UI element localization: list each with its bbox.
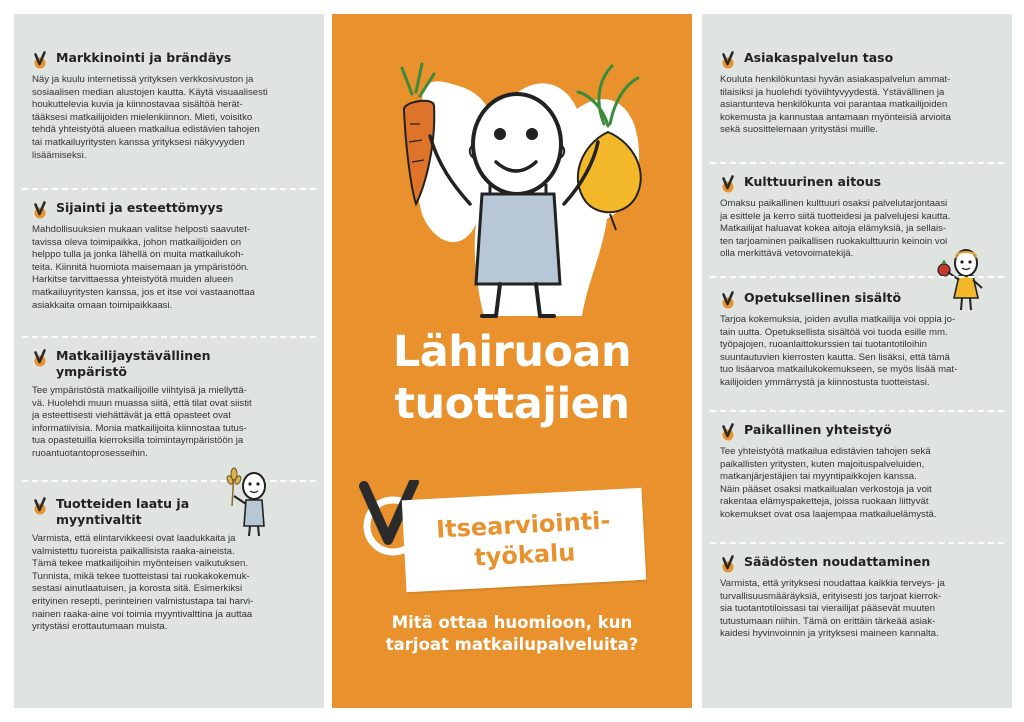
check-badge-icon bbox=[720, 291, 736, 309]
section-body: Tarjoa kokemuksia, joiden avulla matkailija voi oppia jo- tain uutta. Opetuksellista sisältöä voi tuoda esille mm. työpajojen, ruoanlaittokurssien tai tuotantotiloihin suuntautuvien kierrosten kautta. Sen lisäksi, että tämä tuo lisäarvoa matkailukokemukseen, se myös lisää mat- kailijoiden ymmärrystä ja kiinnostusta tuotteistasi. bbox=[720, 314, 958, 388]
check-badge-icon bbox=[720, 423, 736, 441]
section-body: Näy ja kuulu internetissä yrityksen verkkosivuston ja sosiaalisen median alustojen kautta. Käytä visuaalisesti houkuttelevia kuvia ja kiinnostavaa sisältöä herät- tääksesi matkailijoiden mielenkiinnon. Mieti, voisitko tehdä yhteistyötä alueen matkailua edistävien tahojen tai matkailuyritysten kanssa yrityksesi näkyvyyden lisäämiseksi. bbox=[32, 74, 268, 161]
section-title: Kulttuurinen aitous bbox=[744, 174, 882, 189]
section-divider bbox=[22, 188, 316, 190]
farmer-with-carrot-and-onion-icon bbox=[372, 54, 662, 324]
section-body: Kouluta henkilökuntasi hyvän asiakaspalvelun ammat- tilaisiksi ja huolehdi työviihtyvyydestä. Ystävällinen ja asiantunteva henkilökunta voi parantaa matkailijoiden kokemusta ja kannustaa antamaan myönteisiä arvioita sekä suosittelemaan yritystäsi muille. bbox=[720, 74, 951, 136]
section-title: Markkinointi ja brändäys bbox=[56, 50, 232, 65]
subtitle: Mitä ottaa huomioon, kun tarjoat matkailupalveluita? bbox=[385, 613, 639, 654]
tool-label: Itsearviointi- työkalu bbox=[402, 488, 646, 592]
section-title: Sijainti ja esteettömyys bbox=[56, 200, 224, 215]
check-badge-icon bbox=[32, 349, 48, 367]
section-education bbox=[702, 290, 1012, 390]
section-divider bbox=[710, 542, 1004, 544]
section-cooperation bbox=[702, 422, 1012, 522]
check-badge-icon bbox=[32, 51, 48, 69]
section-divider bbox=[710, 410, 1004, 412]
section-body: Omaksu paikallinen kulttuuri osaksi palvelutarjontaasi ja esittele ja kerro siitä tuotteidesi ja palvelujesi kautta. Matkailijat haluavat kokea aitoja elämyksiä, ja sellais- ten tarjoaminen paikallisen ruokakulttuurin keinoin voi olla merkittävä vetovoimatekijä. bbox=[720, 198, 951, 260]
section-body: Tee yhteistyötä matkailua edistävien tahojen sekä paikallisten yritysten, kuten majoituspalveluiden, matkanjärjestäjien tai myyntipaikkojen kanssa. Näin pääset osaksi matkailualan verkostoja ja voit rakentaa elämyspaketteja, joissa ruokaan liittyvät kokemukset ovat osa laajempaa matkailuelämystä. bbox=[720, 446, 937, 520]
check-badge-icon bbox=[720, 51, 736, 69]
section-title: Paikallinen yhteistyö bbox=[744, 422, 892, 437]
section-regulations bbox=[702, 554, 1012, 641]
section-divider bbox=[22, 336, 316, 338]
check-badge-icon bbox=[32, 497, 48, 515]
right-column bbox=[702, 14, 1012, 708]
section-customer-service bbox=[702, 50, 1012, 137]
main-title: Lähiruoan tuottajien bbox=[392, 327, 632, 429]
section-title: Tuotteiden laatu ja myyntivaltit bbox=[56, 496, 190, 527]
section-body: Mahdollisuuksien mukaan valitse helposti saavutet- tavissa oleva toimipaikka, johon matkailijoiden on helppo tulla ja jonka lähellä on muita matkailukoh- teita. Kiinnitä huomiota maisemaan ja ympäristöön. Harkitse tarvittaessa yhteistyötä muiden alueen matkailuyritysten kanssa, jos et itse voi vastaanottaa asiakkaita omaan toimipaikkaasi. bbox=[32, 224, 255, 311]
section-title: Opetuksellinen sisältö bbox=[744, 290, 902, 305]
cover-panel bbox=[332, 14, 692, 708]
check-badge-icon bbox=[720, 175, 736, 193]
check-badge-icon bbox=[32, 201, 48, 219]
section-divider bbox=[710, 276, 1004, 278]
section-quality bbox=[14, 496, 324, 634]
section-environment bbox=[14, 348, 324, 461]
section-title: Säädösten noudattaminen bbox=[744, 554, 931, 569]
section-title: Asiakaspalvelun taso bbox=[744, 50, 894, 65]
section-body: Varmista, että elintarvikkeesi ovat laadukkaita ja valmistettu tuoreista paikallisista raaka-aineista. Tämä tekee matkailijoihin myönteisen vaikutuksen. Tunnista, mikä tekee tuotteistasi tai ruokakokemuk- sestasi ainutlaatuisen, ja korosta sitä. Esimerkiksi erityinen resepti, perinteinen valmistustapa tai harvi- nainen raaka-aine voi toimia myyntivalttina ja auttaa yritystäsi erottautumaan muista. bbox=[32, 533, 254, 633]
section-divider bbox=[710, 162, 1004, 164]
section-location bbox=[14, 200, 324, 312]
check-badge-icon bbox=[720, 555, 736, 573]
section-title: Matkailijaystävällinen ympäristö bbox=[56, 348, 211, 379]
section-marketing bbox=[14, 50, 324, 162]
section-body: Tee ympäristöstä matkailijoille viihtyisä ja miellyttä- vä. Huolehdi muun muassa siitä, että tilat ovat siistit ja esteettisesti viehättävät ja että opasteet ovat informatiivisia. Monia matkailijoita kiinnostaa tutus- tua opastetuilla kierroksilla toimintaympäristöön ja ruoantuotantoprosesseihin. bbox=[32, 385, 252, 459]
section-body: Varmista, että yrityksesi noudattaa kaikkia terveys- ja turvallisuusmääräyksiä, erityisesti jos tarjoat kierrok- sia tuotantotiloissasi tai vierailijat pääsevät muuten tutustumaan niihin. Tämä on erittäin tärkeää asiak- kaidesi hyvinvoinnin ja yrityksesi maineen kannalta. bbox=[720, 578, 945, 640]
left-column bbox=[14, 14, 324, 708]
